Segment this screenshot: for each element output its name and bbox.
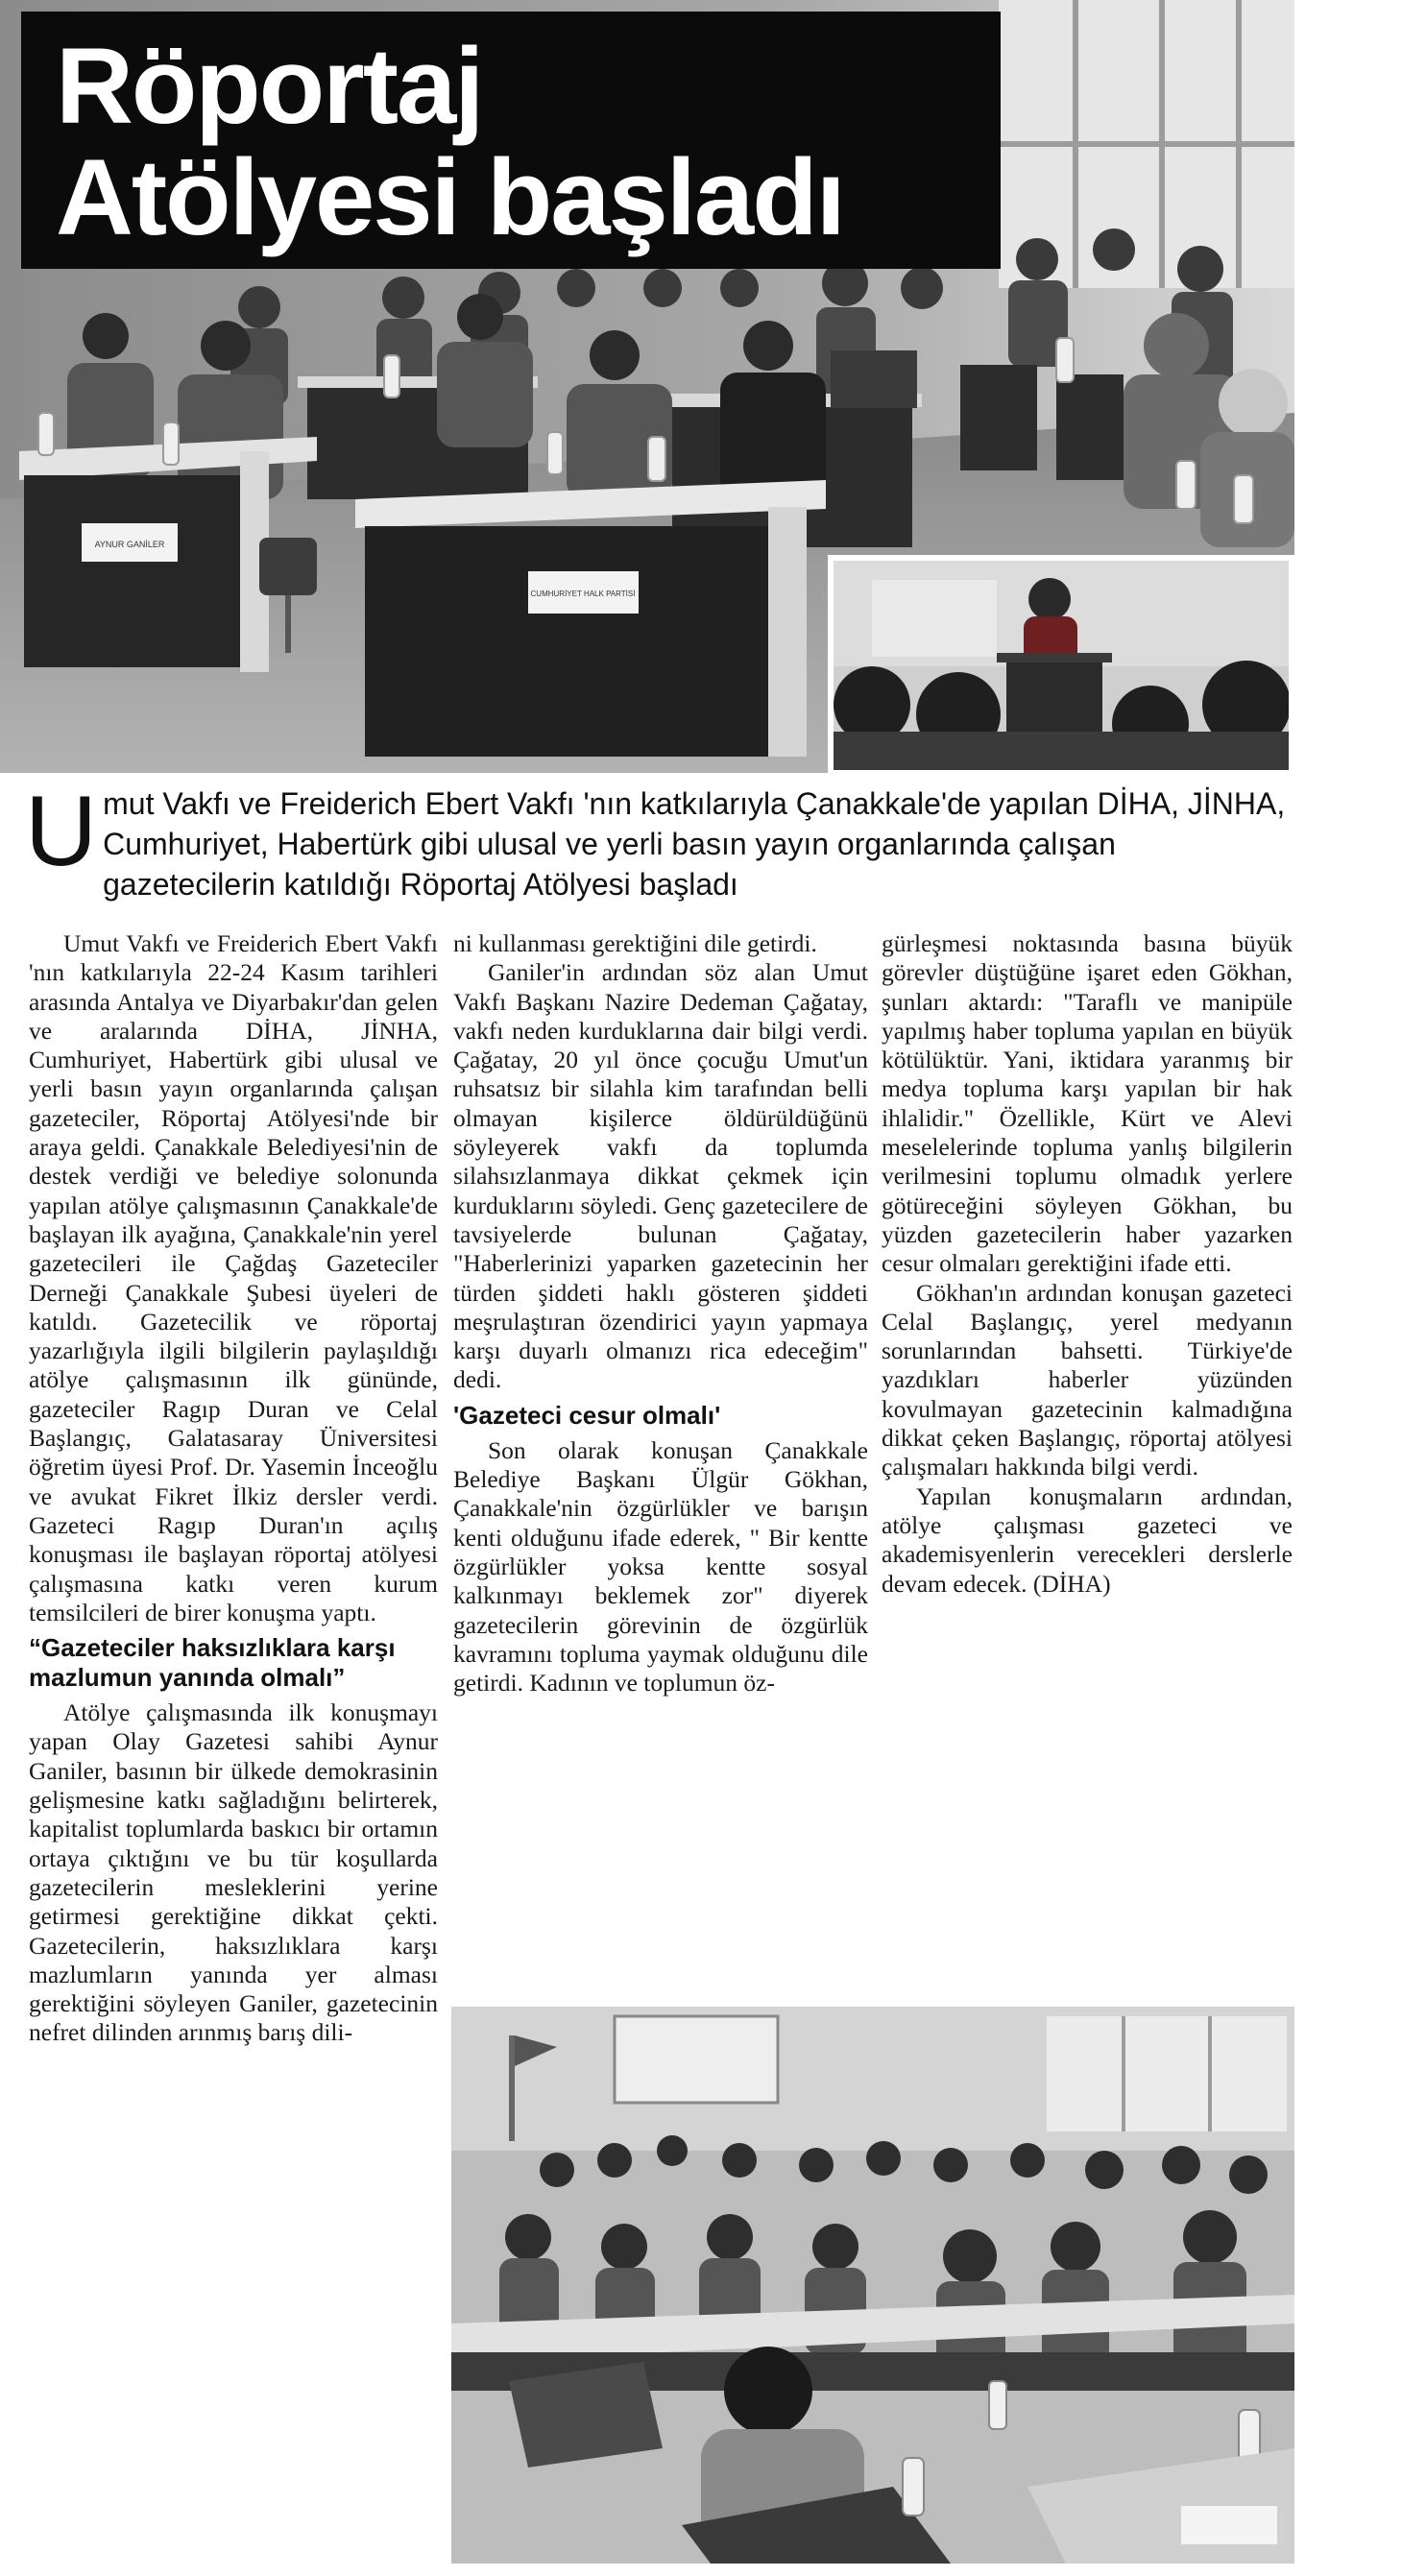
lead-dropcap: U — [25, 776, 98, 887]
col3-paragraph-1: gürleşmesi noktasında basına büyük görevler düştüğüne işaret eden Gökhan, şunları aktardı: "Taraflı ve manipüle yapılmış haber topluma yapılan en büyük kötülüktür. Yani, iktidara yaranmış bir medya topluma karşı yapılan bir hak ihlalidir." Özellikle, Kürt ve Alevi meselelerinde topluma yanlış bilgilerin verilmesini toplumu olmadık yerlere götüreceğini söyleyen Gökhan, bu yüzden gazetecilerin haber yazarken cesur olmaları gerektiğini ifade etti. — [882, 929, 1293, 1278]
name-plate-2: CUMHURİYET HALK PARTİSİ — [530, 590, 636, 598]
col1-subheading: “Gazeteciler haksızlıklara karşı mazlumun yanında olmalı” — [29, 1633, 396, 1693]
article-column-3 — [882, 929, 1293, 1599]
col2-paragraph-1: ni kullanması gerektiğini dile getirdi. — [453, 929, 817, 957]
col1-paragraph-1: Umut Vakfı ve Freiderich Ebert Vakfı 'nın katkılarıyla 22-24 Kasım tarihleri arasında Antalya ve Diyarbakır'dan gelen ve aralarında DİHA, JİNHA, Cumhuriyet, Habertürk gibi ulusal ve yerli basın yayın organlarında çalışan gazeteciler, Röportaj Atölyesi'nde bir araya geldi. Çanakkale Belediyesi'nin de destek verdiği ve belediye solonunda yapılan atölye çalışmasının Çanakkale'de başlayan ilk ayağına, Çanakkale'nin yerel gazetecileri ile Çağdaş Gazeteciler Derneği Çanakkale Şubesi üyeleri de katıldı. Gazetecilik ve röportaj yazarlığıyla ilgili bilgilerin paylaşıldığı atölye çalışmasının ilk gününde, gazeteciler Ragıp Duran ve Celal Başlangıç, Galatasaray Üniversitesi öğretim üyesi Prof. Dr. Yasemin İnceoğlu ve avukat Fikret İlkiz dersler verdi. Gazeteci Ragıp Duran'ın açılış konuşması ile başlayan röportaj atölyesi çalışmasına katkı veren kurum temsilcileri de birer konuşma yaptı. — [29, 929, 438, 1626]
headline-box — [21, 12, 1001, 269]
article-column-2 — [453, 929, 868, 1697]
col3-paragraph-3: Yapılan konuşmaların ardından, atölye çalışması gazeteci ve akademisyenlerin verecekleri derslerle devam edecek. (DİHA) — [882, 1481, 1293, 1598]
col2-paragraph-3: Son olarak konuşan Çanakkale Belediye Başkanı Ülgür Gökhan, Çanakkale'nin özgürlükler ve barışın kenti olduğunu ifade ederek, " Bir kentte özgürlükler yoksa kentte sosyal kalkınmayı beklemek zor" diyerek gazetecilerin görevinin de özgürlük kavramını topluma yaymak olduğunu dile getirdi. Kadının ve toplumun öz- — [453, 1435, 868, 1697]
headline-line-2: Atölyesi başladı — [56, 137, 844, 257]
col2-paragraph-2: Ganiler'in ardından söz alan Umut Vakfı Başkanı Nazire Dedeman Çağatay, vakfı neden kurduklarına dair bilgi verdi. Çağatay, 20 yıl önce çocuğu Umut'un ruhsatsız bir silahla kim tarafından belli olmayan kişilerce öldürüldüğünü söyleyerek vakfı da toplumda silahsızlanmaya dikkat çekmek için kurduklarını söyledi. Genç gazetecilere de tavsiyelerde bulunan Çağatay, "Haberlerinizi yaparken gazetecinin her türden şiddeti haklı gösteren şiddeti meşrulaştıran özendirici yayın yapmaya karşı duyarlı olmanızı rica edeceğim" dedi. — [453, 958, 868, 1394]
lead-text: mut Vakfı ve Freiderich Ebert Vakfı 'nın katkılarıyla Çanakkale'de yapılan DİHA, JİNHA, Cumhuriyet, Habertürk gibi ulusal ve yerli basın yayın organlarında çalışan gazetecilerin katıldığı Röportaj Atölyesi başladı — [103, 786, 1286, 902]
col2-subheading: 'Gazeteci cesur olmalı' — [453, 1400, 721, 1430]
col1-paragraph-2: Atölye çalışmasında ilk konuşmayı yapan Olay Gazetesi sahibi Aynur Ganiler, basının bir ülkede demokrasinin gelişmesine katkı sağladığını belirterek, kapitalist toplumlarda baskıcı bir ortamın ortaya çıktığını ve bu tür koşullarda gazetecilerin mesleklerini yerine getirmesi gerektiğine dikkat çekti. Gazetecilerin, haksızlıklara karşı mazlumların yanında yer alması gerektiğini söyleyen Ganiler, gazetecinin nefret dilinden arınmış barış dili- — [29, 1698, 438, 2047]
article-column-1 — [29, 929, 438, 2048]
lead-paragraph — [21, 776, 1293, 904]
col3-paragraph-2: Gökhan'ın ardından konuşan gazeteci Celal Başlangıç, yerel medyanın sorunlarından bahsetti. Türkiye'de yazdıkları haberler yüzünden kovulmayan gazetecinin kalmadığına dikkat çeken Başlangıç, röportaj atölyesi çalışmaları hakkında bilgi verdi. — [882, 1278, 1293, 1481]
inset-photo-speaker — [828, 555, 1294, 776]
bottom-photo-workshop — [451, 2007, 1294, 2564]
name-plate-1: AYNUR GANİLER — [94, 540, 165, 549]
headline-line-1: Röportaj — [56, 26, 483, 146]
